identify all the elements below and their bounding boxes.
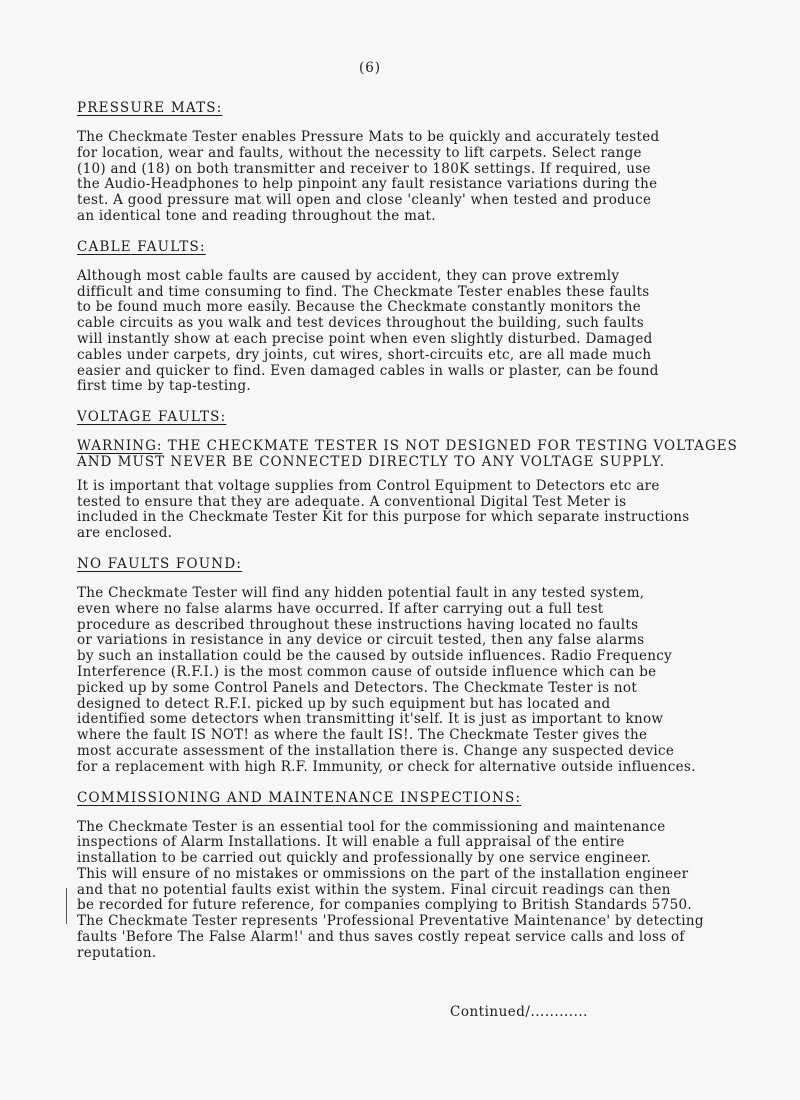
section-heading: NO FAULTS FOUND: <box>77 555 243 572</box>
text-line: first time by tap-testing. <box>77 378 251 395</box>
section-paragraph <box>77 820 777 962</box>
text-line: to be found much more easily. Because the Checkmate constantly monitors the <box>77 299 641 316</box>
text-line: or variations in resistance in any device or circuit tested, then any false alarms <box>77 632 645 649</box>
section-heading: COMMISSIONING AND MAINTENANCE INSPECTIONS: <box>77 789 522 806</box>
text-line: are enclosed. <box>77 525 173 542</box>
warning-line: AND MUST NEVER BE CONNECTED DIRECTLY TO ANY VOLTAGE SUPPLY. <box>77 453 666 470</box>
section-heading: PRESSURE MATS: <box>77 100 223 116</box>
text-line: the Audio-Headphones to help pinpoint any fault resistance variations during the <box>77 176 658 193</box>
text-line: This will ensure of no mistakes or ommissions on the part of the installation engineer <box>77 865 689 882</box>
text-line: The Checkmate Tester enables Pressure Mats to be quickly and accurately tested <box>77 129 660 145</box>
text-line: faults 'Before The False Alarm!' and thus saves costly repeat service calls and loss of <box>77 929 685 946</box>
text-line: where the fault IS NOT! as where the fault IS!. The Checkmate Tester gives the <box>77 727 648 744</box>
text-line: an identical tone and reading throughout the mat. <box>77 207 436 224</box>
section-paragraph <box>77 586 777 776</box>
text-line: tested to ensure that they are adequate. A conventional Digital Test Meter is <box>77 493 627 510</box>
text-line: will instantly show at each precise point when even slightly disturbed. Damaged <box>77 330 653 347</box>
section-commissioning <box>77 790 777 962</box>
document-body <box>77 100 777 976</box>
text-line: for location, wear and faults, without the necessity to lift carpets. Select range <box>77 144 642 161</box>
warning-line <box>77 439 777 455</box>
page-number: (6) <box>358 60 382 76</box>
text-line: and that no potential faults exist within the system. Final circuit readings can then <box>77 881 671 898</box>
text-line: The Checkmate Tester will find any hidden potential fault in any tested system, <box>77 584 645 601</box>
text-line: cable circuits as you walk and test devices throughout the building, such faults <box>77 315 644 332</box>
text-line: easier and quicker to find. Even damaged cables in walls or plaster, can be found <box>77 362 659 379</box>
text-line: difficult and time consuming to find. The Checkmate Tester enables these faults <box>77 283 650 300</box>
section-pressure-mats <box>77 100 777 225</box>
text-line: even where no false alarms have occurred. If after carrying out a full test <box>77 600 604 617</box>
text-line: Although most cable faults are caused by accident, they can prove extremly <box>77 267 620 284</box>
text-line: identified some detectors when transmitting it'self. It is just as important to know <box>77 711 664 728</box>
continued-note: Continued/............ <box>450 1004 588 1020</box>
text-line: cables under carpets, dry joints, cut wires, short-circuits etc, are all made much <box>77 346 652 363</box>
text-line: inspections of Alarm Installations. It will enable a full appraisal of the entire <box>77 834 625 851</box>
text-line: (10) and (18) on both transmitter and receiver to 180K settings. If required, use <box>77 160 651 177</box>
section-paragraph <box>77 269 777 395</box>
text-line: installation to be carried out quickly and professionally by one service engineer. <box>77 850 652 867</box>
text-line: most accurate assessment of the installation there is. Change any suspected device <box>77 742 675 759</box>
text-line: The Checkmate Tester is an essential tool for the commissioning and maintenance <box>77 818 666 835</box>
text-line: designed to detect R.F.I. picked up by such equipment but has located and <box>77 695 611 712</box>
section-heading: CABLE FAULTS: <box>77 238 206 255</box>
section-cable-faults <box>77 239 777 395</box>
text-line: by such an installation could be the caused by outside influences. Radio Frequency <box>77 648 673 665</box>
text-line: Interference (R.F.I.) is the most common cause of outside influence which can be <box>77 663 657 680</box>
text-line: included in the Checkmate Tester Kit for this purpose for which separate instructions <box>77 509 690 526</box>
section-heading: VOLTAGE FAULTS: <box>77 409 227 426</box>
warning-notice <box>77 439 777 471</box>
text-line: The Checkmate Tester represents 'Professional Preventative Maintenance' by detecting <box>77 913 704 930</box>
warning-label: WARNING: <box>77 438 163 455</box>
text-line: for a replacement with high R.F. Immunity, or check for alternative outside influences. <box>77 758 696 775</box>
text-line: It is important that voltage supplies from Control Equipment to Detectors etc are <box>77 477 660 494</box>
text-line: be recorded for future reference, for companies complying to British Standards 5750. <box>77 897 692 914</box>
text-line: reputation. <box>77 944 157 961</box>
text-line: procedure as described throughout these instructions having located no faults <box>77 616 639 633</box>
section-no-faults-found <box>77 556 777 776</box>
text-line: test. A good pressure mat will open and close 'cleanly' when tested and produce <box>77 192 652 209</box>
warning-text: THE CHECKMATE TESTER IS NOT DESIGNED FOR TESTING VOLTAGES <box>162 438 738 455</box>
text-line: picked up by some Control Panels and Detectors. The Checkmate Tester is not <box>77 679 638 696</box>
section-paragraph <box>77 479 777 542</box>
section-voltage-faults <box>77 409 777 542</box>
margin-mark <box>66 888 67 924</box>
section-paragraph <box>77 130 777 225</box>
